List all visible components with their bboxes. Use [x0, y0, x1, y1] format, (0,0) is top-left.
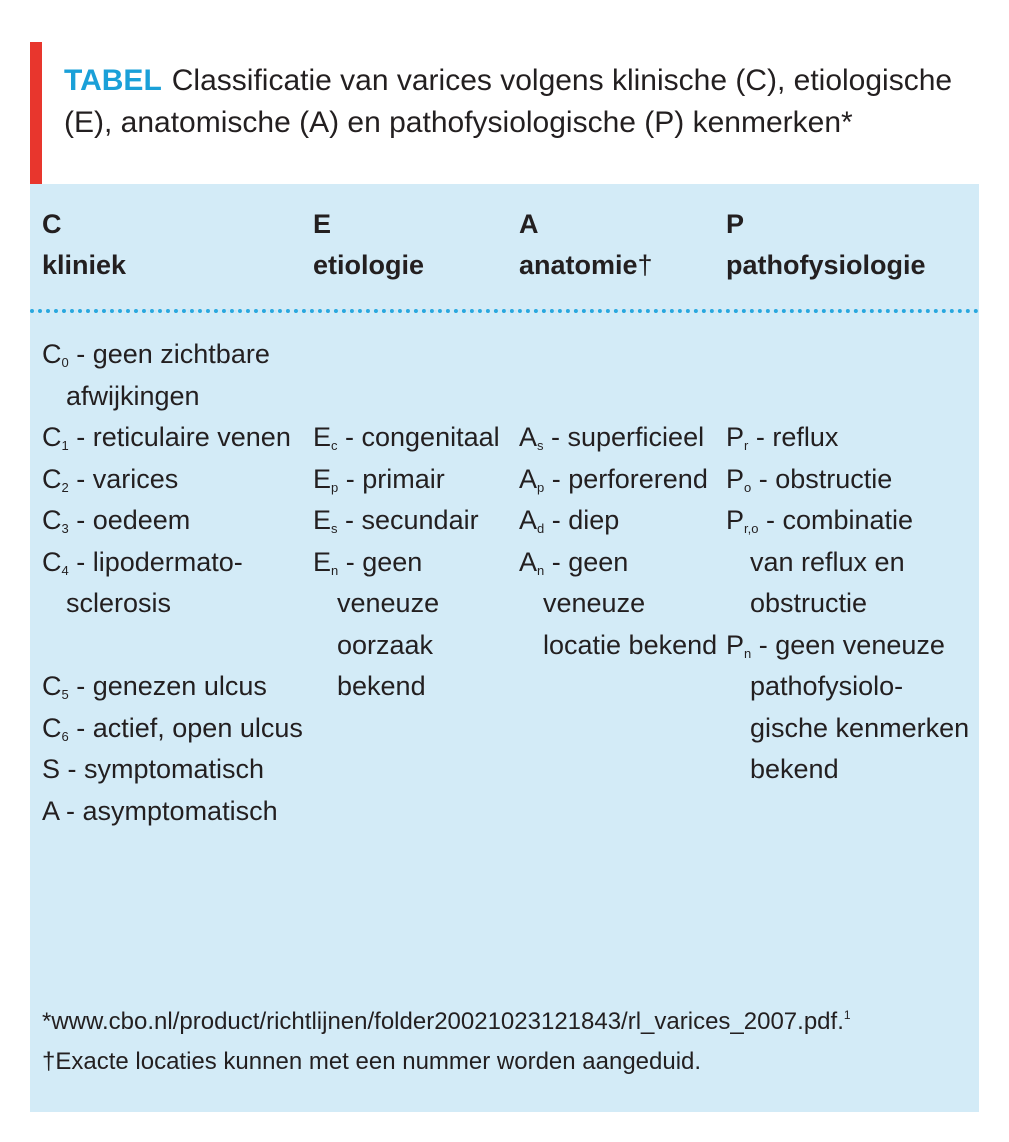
entry [726, 500, 913, 625]
header-p [726, 204, 926, 286]
entry-description: - genezen ulcus [68, 671, 267, 701]
entry-subscript: s [331, 521, 338, 536]
entry [42, 334, 270, 417]
entry [313, 500, 479, 542]
header-name: anatomie [519, 250, 638, 280]
footnote-source: *www.cbo.nl/product/richtlijnen/folder20021023121843/rl_varices_2007.pdf.$^1$ [42, 1008, 851, 1035]
entry-description: - secundair [337, 505, 479, 535]
entry-code [726, 417, 838, 459]
entry [313, 542, 439, 708]
entry-description: - diep [544, 505, 620, 535]
entry [726, 625, 969, 791]
entry-description: - varices [68, 463, 179, 494]
entry [42, 459, 178, 501]
footnote-dagger: †Exacte locaties kunnen met een nummer worden aangeduid. [42, 1048, 702, 1075]
entry-letter: E [313, 422, 332, 452]
entry-letter: P [726, 505, 745, 535]
entry-description: - congenitaal [337, 422, 500, 452]
entry-description: - actief, open ulcus [68, 712, 303, 743]
entry [519, 459, 708, 501]
entry-description: - reflux [748, 422, 839, 452]
entry-subscript: p [537, 479, 545, 495]
entry-continuation: veneuze [337, 588, 440, 618]
entry-code [42, 417, 291, 459]
entry-continuation: afwijkingen [66, 380, 200, 411]
accent-bar [30, 42, 42, 184]
table-title [64, 60, 994, 144]
entry-letter: S [42, 754, 61, 784]
reference-number: 1 [843, 1008, 851, 1022]
entry-code [726, 459, 892, 501]
entry [42, 708, 303, 750]
entry-code [519, 500, 619, 542]
entry-code [42, 459, 178, 501]
entry-code [313, 542, 439, 584]
entry-letter: A [42, 795, 59, 826]
dotted-divider [30, 309, 979, 313]
entry-subscript: d [537, 521, 545, 536]
header-name: pathofysiologie [726, 250, 926, 280]
entry-letter: P [726, 629, 745, 660]
entry-subscript: 6 [61, 728, 69, 744]
entry-description: - geen [338, 546, 423, 577]
dagger-mark: † [637, 250, 653, 280]
entry-subscript: o [744, 479, 752, 495]
entry-code [42, 749, 264, 791]
entry-letter: A [519, 463, 538, 494]
entry-continuation: pathofysiolo- [750, 671, 904, 701]
entry-subscript: 2 [61, 479, 69, 495]
entry-subscript: 1 [61, 438, 69, 453]
header-letter: P [726, 209, 745, 239]
entry [313, 417, 500, 459]
entry-continuation: van reflux en [750, 546, 905, 577]
header-letter: C [42, 209, 62, 239]
entry-description: - asymptomatisch [58, 795, 278, 826]
entry-description: - oedeem [68, 505, 191, 535]
entry-letter: C [42, 422, 62, 452]
entry-subscript: r,o [744, 521, 759, 536]
entry-continuation: bekend [337, 671, 426, 701]
entry-subscript: 5 [61, 687, 69, 702]
entry-letter: C [42, 463, 62, 494]
entry-letter: A [519, 422, 538, 452]
entry-subscript: n [537, 562, 545, 578]
entry-subscript: r [744, 438, 749, 453]
entry-code [42, 334, 270, 376]
entry-code [42, 500, 190, 542]
header-name: etiologie [313, 250, 425, 280]
entry [726, 459, 892, 501]
entry-letter: A [519, 546, 538, 577]
entry-letter: A [519, 505, 538, 535]
entry-letter: C [42, 505, 62, 535]
entry-letter: P [726, 422, 745, 452]
entry [42, 749, 264, 791]
header-e [313, 204, 424, 286]
entry-continuation: sclerosis [66, 588, 172, 618]
entry-code [313, 459, 445, 501]
entry-description: - geen veneuze [751, 629, 945, 660]
entry-letter: C [42, 339, 62, 369]
entry-description: - combinatie [758, 505, 914, 535]
entry-code [42, 666, 267, 708]
entry-description: - primair [338, 463, 445, 494]
entry-subscript: 4 [61, 562, 69, 578]
entry-letter: E [313, 463, 332, 494]
header-c [42, 204, 126, 286]
entry-code [726, 625, 969, 667]
entry-description: - lipodermato- [68, 546, 243, 577]
table-caption: Classificatie van varices volgens klinische (C), etiologische (E), anatomische (A) en pathofysiologische (P) kenmerken* [64, 64, 953, 139]
header-name: kliniek [42, 250, 127, 280]
entry [42, 791, 278, 833]
entry [42, 417, 291, 459]
entry-continuation: obstructie [750, 588, 868, 618]
header-letter: E [313, 209, 332, 239]
entry [42, 542, 243, 625]
entry [519, 542, 717, 667]
entry-description: - geen zichtbare [68, 339, 270, 369]
table-label: TABEL [64, 64, 162, 97]
entry-continuation: gische kenmerken [750, 712, 970, 743]
classification-table [30, 184, 979, 1112]
entry [42, 500, 190, 542]
entry-subscript: n [744, 645, 752, 661]
entry-code [42, 708, 303, 750]
entry-code [726, 500, 913, 542]
entry-description: - superficieel [543, 422, 705, 452]
entry-letter: C [42, 671, 62, 701]
entry-code [313, 417, 500, 459]
entry-letter: C [42, 712, 62, 743]
entry-letter: P [726, 463, 745, 494]
entry-code [519, 542, 717, 584]
entry-subscript: c [331, 438, 338, 453]
footnotes [42, 1002, 851, 1082]
entry-continuation: bekend [750, 754, 839, 784]
entry-letter: E [313, 546, 332, 577]
entry-subscript: p [331, 479, 339, 495]
entry-subscript: 0 [61, 355, 69, 370]
entry [519, 417, 704, 459]
header-letter: A [519, 209, 539, 239]
entry-letter: C [42, 546, 62, 577]
entry-continuation: oorzaak [337, 629, 434, 660]
entry-code [42, 791, 278, 833]
header-a [519, 204, 653, 286]
entry-subscript: s [537, 438, 544, 453]
entry-continuation: veneuze [543, 588, 646, 618]
entry-code [42, 542, 243, 584]
entry-description: - obstructie [751, 463, 893, 494]
entry-subscript: n [331, 562, 339, 578]
entry [519, 500, 619, 542]
entry-code [519, 459, 708, 501]
entry-subscript: 3 [61, 521, 69, 536]
entry [313, 459, 445, 501]
entry-letter: E [313, 505, 332, 535]
entry-code [519, 417, 704, 459]
entry-description: - geen [544, 546, 629, 577]
entry-description: - reticulaire venen [68, 422, 291, 452]
entry [42, 666, 267, 708]
entry [726, 417, 838, 459]
entry-description: - symptomatisch [60, 754, 265, 784]
entry-description: - perforerend [544, 463, 708, 494]
entry-continuation: locatie bekend [543, 629, 718, 660]
entry-code [313, 500, 479, 542]
